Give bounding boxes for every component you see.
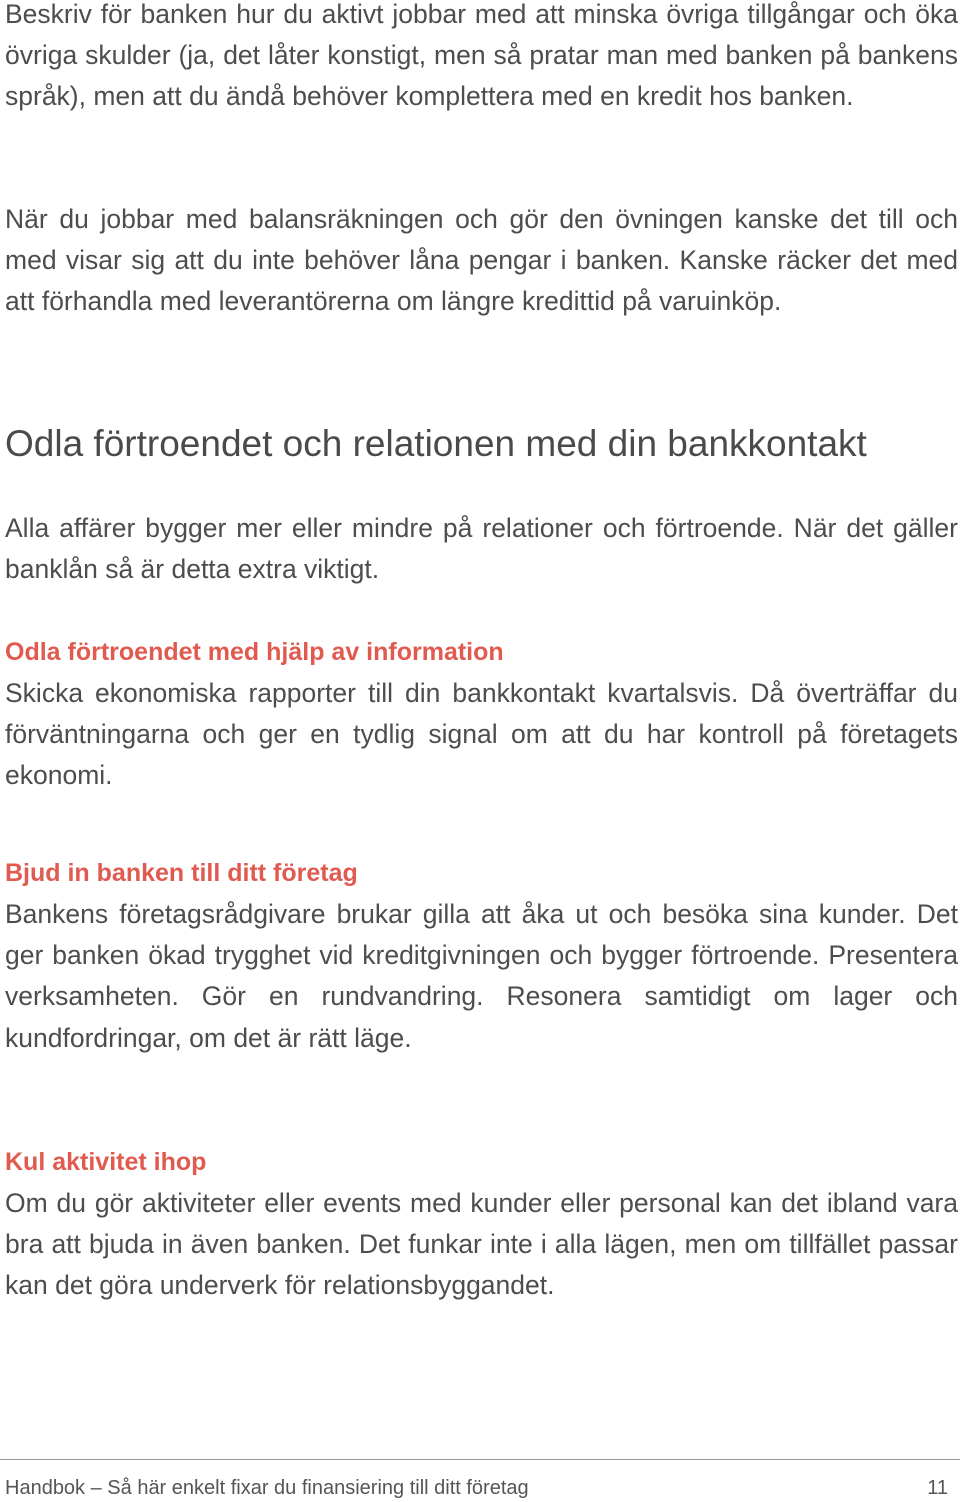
subsection-activity (5, 1142, 958, 1307)
subsection-invite-bank (5, 853, 958, 1059)
page-number: 11 (927, 1477, 948, 1499)
subsection-text: Skicka ekonomiska rapporter till din bankkontakt kvartalsvis. Då överträffar du förväntningarna och ger en tydlig signal om att du har kontroll på företagets ekonomi. (5, 678, 958, 791)
footer-title: Handbok – Så här enkelt fixar du finansiering till ditt företag (5, 1477, 529, 1499)
intro-paragraph-1: Beskriv för banken hur du aktivt jobbar med att minska övriga tillgångar och öka övriga skulder (ja, det låter konstigt, men så pratar man med banken på bankens språk), men att du ändå behöver komplettera med en kredit hos banken. (5, 0, 958, 112)
section-heading: Odla förtroendet och relationen med din bankkontakt (5, 423, 867, 464)
subsection-text: Bankens företagsrådgivare brukar gilla att åka ut och besöka sina kunder. Det ger banken ökad trygghet vid kreditgivningen och bygger förtroende. Presentera verksamheten. Gör en rundvandring. Resonera samtidigt om lager och kundfordringar, om det är rätt läge. (5, 899, 958, 1053)
subsection-text: Om du gör aktiviteter eller events med kunder eller personal kan det ibland vara bra att bjuda in även banken. Det funkar inte i alla lägen, men om tillfället passar kan det göra underverk för relationsbyggandet. (5, 1188, 958, 1301)
footer-divider (0, 1459, 960, 1460)
subsection-title: Kul aktivitet ihop (5, 1148, 207, 1176)
subsection-information (5, 632, 958, 797)
subsection-title: Bjud in banken till ditt företag (5, 859, 358, 887)
section-lead: Alla affärer bygger mer eller mindre på relationer och förtroende. När det gäller banklån så är detta extra viktigt. (5, 513, 958, 585)
intro-paragraph-2: När du jobbar med balansräkningen och gör den övningen kanske det till och med visar sig att du inte behöver låna pengar i banken. Kanske räcker det med att förhandla med leverantörerna om längre kredittid på varuinköp. (5, 204, 958, 317)
subsection-title: Odla förtroendet med hjälp av information (5, 638, 504, 666)
